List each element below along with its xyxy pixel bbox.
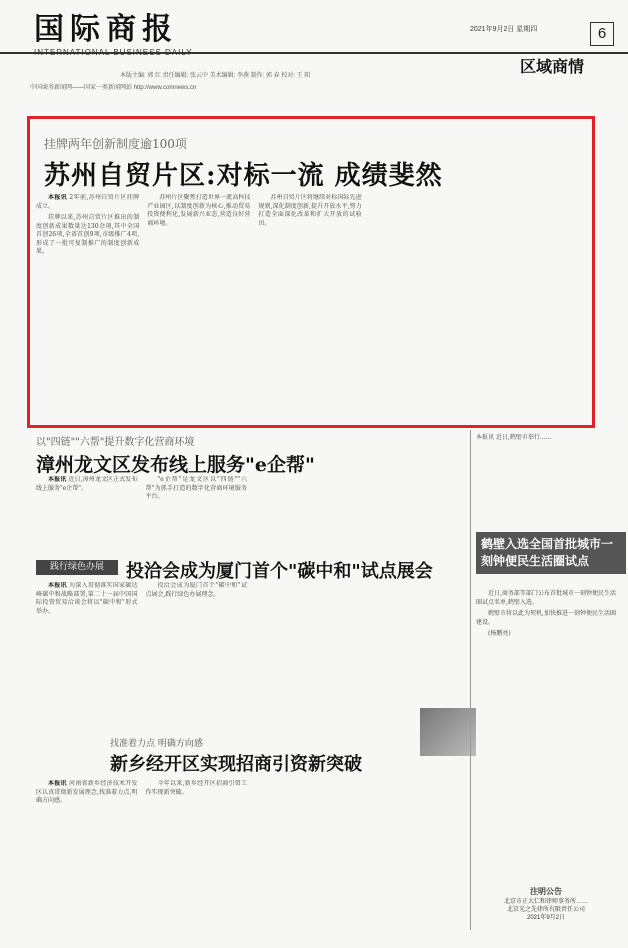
masthead [34, 14, 193, 57]
article1-paragraph-4: 苏州自贸片区将继续对标国际先进规则,深化制度创新,提升开放水平,努力打造全面深化改革和扩大开放的试验田。 [258, 194, 362, 227]
article3-column-4 [365, 582, 467, 722]
article4-column-1 [36, 780, 138, 930]
article2-column-1 [36, 476, 138, 548]
staff-credits: 本版主编: 郭 红 责任编辑: 张云中 美术编辑: 李燕 制作: 郭 春 校对: 王 阳 [120, 73, 311, 79]
section-title: 区域商情 [520, 57, 585, 76]
article1-column-4 [370, 194, 473, 418]
article2-column-3 [255, 476, 357, 548]
article2-paragraph-1: 近日,漳州龙文区正式发布线上服务"e企帮"。 [36, 476, 138, 492]
article4-paragraph-1: 河南省新乡经济技术开发区认真贯彻新发展理念,找准着力点,明确方向感。 [36, 780, 138, 804]
article3-column-1 [36, 582, 138, 722]
article4-byline: 本报讯 [48, 780, 67, 787]
article1-column-1 [36, 194, 139, 418]
article3-paragraph-1: 为深入贯彻落实国家碳达峰碳中和战略部署,第二十一届中国国际投资贸易洽谈会将以"碳中和"形式举办。 [36, 582, 138, 615]
article1-byline: 本报讯 [48, 194, 68, 201]
article1-column-3 [258, 194, 361, 418]
article4-column-4 [365, 780, 467, 930]
notice-org: 北京光之先律所有限责任公司 [506, 907, 585, 913]
article1-paragraph-2: 挂牌以来,苏州自贸片区推出的制度创新成果数量达130余项,其中全国首创26项,全省首创9项,市级推广4项,形成了一批可复制推广的制度创新成果。 [36, 214, 140, 255]
article4-kicker: 找准着力点 明确方向感 [110, 739, 203, 749]
article3-paragraph-2: 投洽会成为厦门首个"碳中和"试点展会,践行绿色办展理念。 [145, 582, 247, 598]
notice-box [476, 888, 616, 922]
sidebar-paragraph-1: 近日,商务部等部门公布首批城市一刻钟便民生活圈试点名单,鹤壁入选。 [476, 590, 616, 606]
article2-body [36, 476, 466, 548]
article2-column-2 [146, 476, 248, 548]
article2-column-4 [365, 476, 467, 548]
notice-date: 2021年9月2日 [526, 915, 566, 921]
website-line: 中国商务新闻网——国家一类新闻网站 http://www.comnews.cn [30, 85, 197, 91]
sidebar-body [476, 590, 616, 642]
sidebar-headline: 鹤壁入选全国首批城市一刻钟便民生活圈试点 [476, 532, 626, 574]
article3-headline: 投洽会成为厦门首个"碳中和"试点展会 [126, 561, 433, 582]
article4-paragraph-2: 今年以来,新乡经开区招商引资工作实现新突破。 [145, 780, 247, 796]
article2-kicker: 以"四链""六帮"提升数字化营商环境 [36, 437, 195, 448]
article3-byline: 本报讯 [48, 582, 67, 589]
column-divider [470, 430, 471, 930]
article3-column-3 [255, 582, 357, 722]
page-number: 6 [590, 22, 614, 46]
header-rule [0, 52, 628, 54]
article3-column-2 [146, 582, 248, 722]
article2-headline: 漳州龙文区发布线上服务"e企帮" [36, 454, 315, 476]
article1-body [36, 194, 584, 418]
article1-column-2 [147, 194, 250, 418]
article1-headline: 苏州自贸片区:对标一流 成绩斐然 [44, 161, 443, 191]
article3-body [36, 582, 466, 722]
sidebar-paragraph-2: 鹤壁市将以此为契机,加快推进一刻钟便民生活圈建设。 [476, 610, 616, 626]
article2-paragraph-2: "e企帮"是龙文区以"四链""六帮"为抓手打造的数字化营商环境服务平台。 [145, 476, 247, 500]
notice-body: 北京市正大仁和律师事务所…… [503, 899, 588, 905]
sidebar-top-text: 本报讯 近日,鹤壁市举行…… [476, 434, 552, 441]
article1-kicker: 挂牌两年创新制度逾100项 [44, 137, 187, 151]
article1-paragraph-1: 2年前,苏州自贸片区挂牌成立。 [36, 194, 140, 210]
article2-byline: 本报讯 [48, 476, 67, 483]
article3-kicker: 践行绿色办展 [36, 560, 118, 575]
article1-paragraph-3: 苏州片区聚焦打造世界一流高科技产业园区,以制度创新为核心,推动贸易投资便利化,发展新兴业态,营造良好营商环境。 [147, 194, 251, 227]
sidebar-signature: (杨鹏亮) [488, 630, 511, 637]
article1-column-5 [481, 194, 584, 418]
issue-date: 2021年9月2日 星期四 [470, 26, 538, 33]
article4-column-2 [146, 780, 248, 930]
photo-placeholder [420, 708, 476, 756]
masthead-title: 国际商报 [34, 12, 178, 47]
article4-body [36, 780, 466, 930]
article4-headline: 新乡经开区实现招商引资新突破 [110, 754, 362, 775]
notice-title: 注明公告 [530, 887, 562, 896]
article4-column-3 [255, 780, 357, 930]
